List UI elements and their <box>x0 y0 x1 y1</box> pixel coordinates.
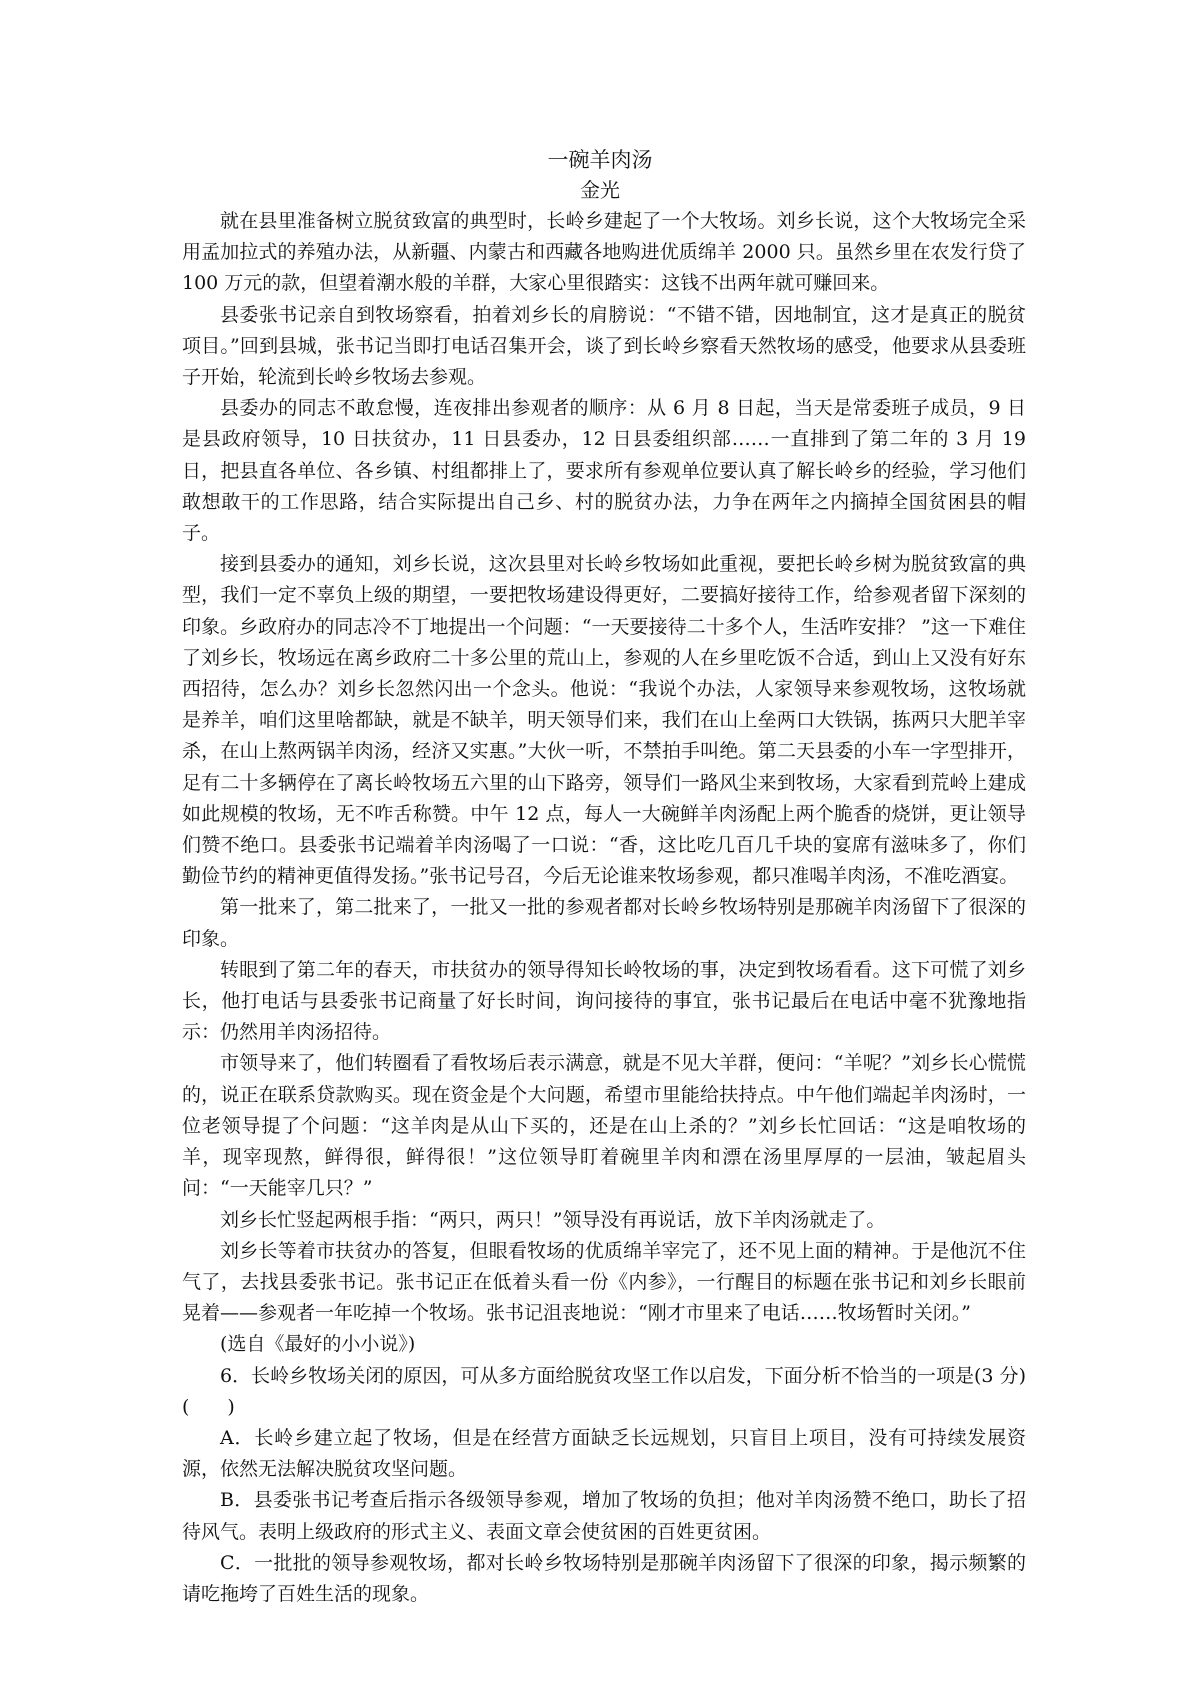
story-author: 金光 <box>580 178 620 202</box>
paragraph: 县委张书记亲自到牧场察看，拍着刘乡长的肩膀说：“不错不错，因地制宜，这才是真正的脱贫项目。”回到县城，张书记当即打电话召集开会，谈了到长岭乡察看天然牧场的感受，他要求从县委班子开始，轮流到长岭乡牧场去参观。 <box>182 303 1026 389</box>
paragraph: 刘乡长等着市扶贫办的答复，但眼看牧场的优质绵羊宰完了，还不见上面的精神。于是他沉不住气了，去找县委张书记。张书记正在低着头看一份《内参》，一行醒目的标题在张书记和刘乡长眼前晃着——参观者一年吃掉一个牧场。张书记沮丧地说：“刚才市里来了电话……牧场暂时关闭。” <box>182 1239 1026 1325</box>
source-citation: (选自《最好的小小说》) <box>220 1333 416 1356</box>
story-title: 一碗羊肉汤 <box>547 148 653 172</box>
paragraph: 接到县委办的通知，刘乡长说，这次县里对长岭乡牧场如此重视，要把长岭乡树为脱贫致富的典型，我们一定不辜负上级的期望，一要把牧场建设得更好，二要搞好接待工作，给参观者留下深刻的印象。乡政府办的同志冷不丁地提出一个问题：“一天要接待二十多个人，生活咋安排？ ”这一下难住了刘乡长，牧场远在离乡政府二十多公里的荒山上，参观的人在乡里吃饭不合适，到山上又没有好东西招待，怎么办？刘乡长忽然闪出一个念头。他说：“我说个办法，人家领导来参观牧场，这牧场就是养羊，咱们这里啥都缺，就是不缺羊，明天领导们来，我们在山上垒两口大铁锅，拣两只大肥羊宰杀，在山上熬两锅羊肉汤，经济又实惠。”大伙一听，不禁拍手叫绝。第二天县委的小车一字型排开，足有二十多辆停在了离长岭牧场五六里的山下路旁，领导们一路风尘来到牧场，大家看到荒岭上建成如此规模的牧场，无不咋舌称赞。中午 12 点，每人一大碗鲜羊肉汤配上两个脆香的烧饼，更让领导们赞不绝口。县委张书记端着羊肉汤喝了一口说：“香，这比吃几百几千块的宴席有滋味多了，你们勤俭节约的精神更值得发扬。”张书记号召，今后无论谁来牧场参观，都只准喝羊肉汤，不准吃酒宴。 <box>182 553 1026 888</box>
paragraph: 第一批来了，第二批来了，一批又一批的参观者都对长岭乡牧场特别是那碗羊肉汤留下了很深的印象。 <box>182 896 1026 950</box>
option-c: C．一批批的领导参观牧场，都对长岭乡牧场特别是那碗羊肉汤留下了很深的印象，揭示频繁的请吃拖垮了百姓生活的现象。 <box>182 1551 1026 1605</box>
option-a: A．长岭乡建立起了牧场，但是在经营方面缺乏长远规划，只盲目上项目，没有可持续发展资源，依然无法解决脱贫攻坚问题。 <box>182 1426 1026 1481</box>
question-stem: 6．长岭乡牧场关闭的原因，可从多方面给脱贫攻坚工作以启发，下面分析不恰当的一项是(3 分)( ) <box>182 1364 1026 1418</box>
paragraph: 市领导来了，他们转圈看了看牧场后表示满意，就是不见大羊群，便问：“羊呢？”刘乡长心慌慌的，说正在联系贷款购买。现在资金是个大问题，希望市里能给扶持点。中午他们端起羊肉汤时，一位老领导提了个问题：“这羊肉是从山下买的，还是在山上杀的？”刘乡长忙回话：“这是咱牧场的羊，现宰现熬，鲜得很，鲜得很！”这位领导盯着碗里羊肉和漂在汤里厚厚的一层油，皱起眉头问：“一天能宰几只？” <box>182 1052 1026 1200</box>
story-body <box>182 206 1026 1610</box>
paragraph: 刘乡长忙竖起两根手指：“两只，两只！”领导没有再说话，放下羊肉汤就走了。 <box>220 1208 886 1231</box>
paragraph: 转眼到了第二年的春天，市扶贫办的领导得知长岭牧场的事，决定到牧场看看。这下可慌了刘乡长，他打电话与县委张书记商量了好长时间，询问接待的事宜，张书记最后在电话中毫不犹豫地指示：仍然用羊肉汤招待。 <box>182 958 1026 1044</box>
paragraph: 县委办的同志不敢怠慢，连夜排出参观者的顺序：从 6 月 8 日起，当天是常委班子成员，9 日是县政府领导，10 日扶贫办，11 日县委办，12 日县委组织部……一直排到了第二年的 3 月 19 日，把县直各单位、各乡镇、村组都排上了，要求所有参观单位要认真了解长岭乡的经验，学习他们敢想敢干的工作思路，结合实际提出自己乡、村的脱贫办法，力争在两年之内摘掉全国贫困县的帽子。 <box>182 397 1026 545</box>
option-b: B．县委张书记考查后指示各级领导参观，增加了牧场的负担；他对羊肉汤赞不绝口，助长了招待风气。表明上级政府的形式主义、表面文章会使贫困的百姓更贫困。 <box>182 1489 1026 1543</box>
paragraph: 就在县里准备树立脱贫致富的典型时，长岭乡建起了一个大牧场。刘乡长说，这个大牧场完全采用孟加拉式的养殖办法，从新疆、内蒙古和西藏各地购进优质绵羊 2000 只。虽然乡里在农发行贷了 100 万元的款，但望着潮水般的羊群，大家心里很踏实：这钱不出两年就可赚回来。 <box>182 210 1026 295</box>
